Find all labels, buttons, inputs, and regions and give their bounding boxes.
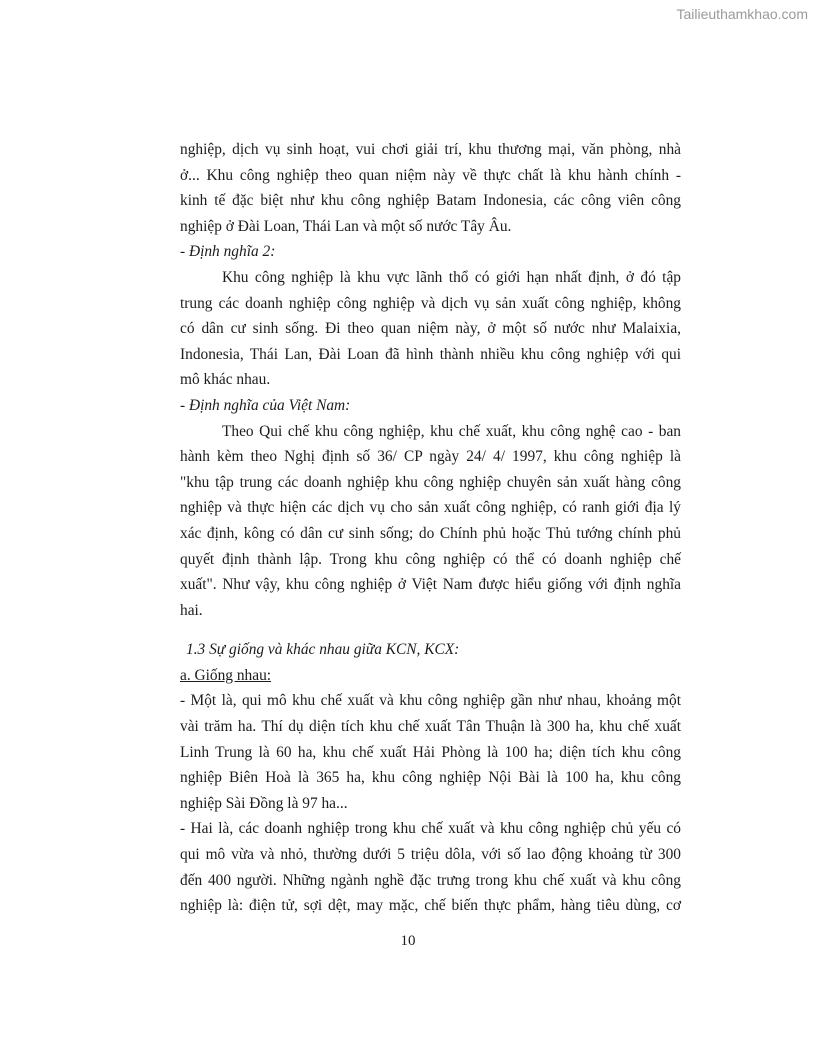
text-line: hành kèm theo Nghị định số 36/ CP ngày 24/ 4/ 1997, khu công nghiệp là [180, 448, 681, 466]
watermark: Tailieuthamkhao.com [676, 6, 808, 22]
text-line: hai. [180, 601, 203, 619]
text-line: Theo Qui chế khu công nghiệp, khu chế xuất, khu công nghệ cao - ban [222, 422, 681, 440]
section-heading: 1.3 Sự giống và khác nhau giữa KCN, KCX: [186, 641, 460, 659]
definition-heading: - Định nghĩa của Việt Nam: [180, 396, 351, 414]
text-line: nghiệp Biên Hoà là 365 ha, khu công nghiệp Nội Bài là 100 ha, khu công [180, 769, 681, 787]
text-line: - Hai là, các doanh nghiệp trong khu chế xuất và khu công nghiệp chủ yếu có [180, 820, 681, 838]
text-line: "khu tập trung các doanh nghiệp khu công nghiệp chuyên sản xuất hàng công [180, 473, 681, 491]
text-line: - Một là, qui mô khu chế xuất và khu công nghiệp gần như nhau, khoảng một [180, 692, 681, 710]
text-line: qui mô vừa và nhỏ, thường dưới 5 triệu dôla, với số lao động khoảng từ 300 [180, 846, 681, 864]
text-line: xuất". Như vậy, khu công nghiệp ở Việt Nam được hiểu giống với định nghĩa [180, 576, 681, 594]
text-line: Indonesia, Thái Lan, Đài Loan đã hình thành nhiều khu công nghiệp với qui [180, 345, 681, 363]
text-line: kinh tế đặc biệt như khu công nghiệp Batam Indonesia, các công viên công [180, 192, 681, 210]
text-line: xác định, kông có dân cư sinh sống; do Chính phủ hoặc Thủ tướng chính phủ [180, 524, 681, 542]
document-body [180, 137, 681, 919]
text-line: ở... Khu công nghiệp theo quan niệm này về thực chất là khu hành chính - [180, 166, 681, 184]
subsection-heading: a. Giống nhau: [180, 666, 272, 684]
text-line: quyết định thành lập. Trong khu công nghiệp có thể có doanh nghiệp chế [180, 550, 681, 568]
text-line: Linh Trung là 60 ha, khu chế xuất Hải Phòng là 100 ha; diện tích khu công [180, 743, 681, 761]
page-number: 10 [400, 933, 416, 949]
definition-heading: - Định nghĩa 2: [180, 243, 276, 261]
text-line: nghiệp Sài Đồng là 97 ha... [180, 794, 348, 812]
text-line: có dân cư sinh sống. Đi theo quan niệm này, ở một số nước như Malaixia, [180, 320, 681, 338]
text-line: Khu công nghiệp là khu vực lãnh thổ có giới hạn nhất định, ở đó tập [222, 268, 681, 286]
text-line: trung các doanh nghiệp công nghiệp và dịch vụ sản xuất công nghiệp, không [180, 294, 681, 312]
text-line: nghiệp, dịch vụ sinh hoạt, vui chơi giải trí, khu thương mại, văn phòng, nhà [180, 141, 681, 158]
text-line: nghiệp là: điện tử, sợi dệt, may mặc, chế biến thực phẩm, hàng tiêu dùng, cơ [180, 897, 681, 915]
text-line: đến 400 người. Những ngành nghề đặc trưng trong khu chế xuất và khu công [180, 871, 681, 889]
text-line: nghiệp và thực hiện các dịch vụ cho sản xuất công nghiệp, có ranh giới địa lý [180, 499, 681, 517]
text-line: vài trăm ha. Thí dụ diện tích khu chế xuất Tân Thuận là 300 ha, khu chế xuất [180, 718, 681, 736]
text-line: mô khác nhau. [180, 371, 271, 389]
text-line: nghiệp ở Đài Loan, Thái Lan và một số nước Tây Âu. [180, 217, 512, 235]
